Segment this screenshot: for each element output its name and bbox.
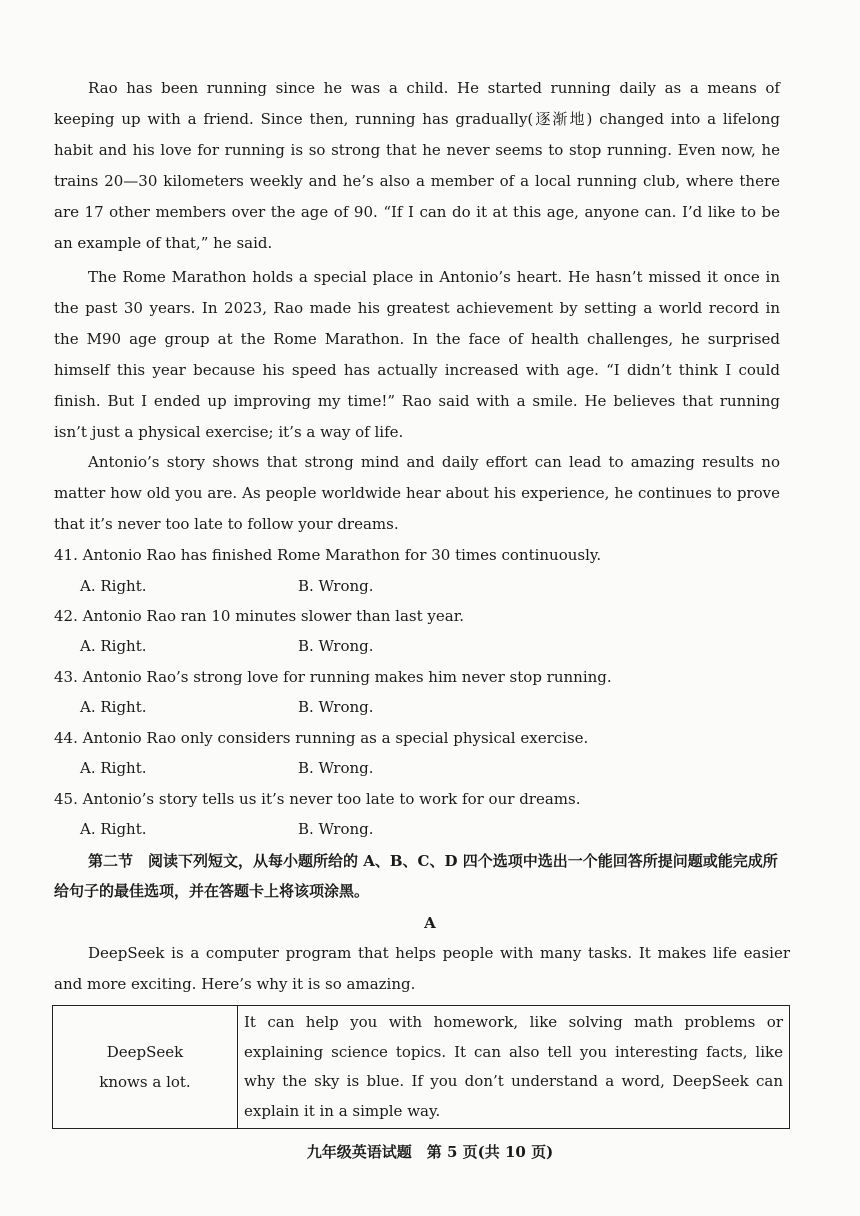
option-a: A. Right. — [80, 637, 147, 655]
option-b: B. Wrong. — [298, 820, 374, 838]
question-text: 44. Antonio Rao only considers running as a special physical exercise. — [54, 729, 589, 747]
label-line-1: DeepSeek — [106, 1043, 184, 1061]
label-line-2: knows a lot. — [99, 1073, 191, 1091]
table-description-cell: It can help you with homework, like solving math problems or explaining science topics. It can also tell you interesting facts, like why the sky is blue. If you don’t understand a word, DeepSeek can explain it in a simple way. — [238, 1006, 790, 1129]
passage-letter: A — [424, 914, 436, 932]
option-b: B. Wrong. — [298, 759, 374, 777]
passage-paragraph-3: Antonio’s story shows that strong mind and daily effort can lead to amazing results no matter how old you are. As people worldwide hear about his experience, he continues to prove that it’s never too late to follow your dreams. — [54, 453, 780, 533]
table-row — [53, 1006, 790, 1129]
option-a: A. Right. — [80, 577, 147, 595]
option-b: B. Wrong. — [298, 637, 374, 655]
passage-paragraph-2: The Rome Marathon holds a special place in Antonio’s heart. He hasn’t missed it once in the past 30 years. In 2023, Rao made his greatest achievement by setting a world record in the M90 age group at the Rome Marathon. In the face of health challenges, he surprised himself this year because his speed has actually increased with age. “I didn’t think I could finish. But I ended up improving my time!” Rao said with a smile. He believes that running isn’t just a physical exercise; it’s a way of life. — [54, 268, 780, 441]
deepseek-intro: DeepSeek is a computer program that helps people with many tasks. It makes life easier and more exciting. Here’s why it is so amazing. — [54, 944, 790, 993]
option-b: B. Wrong. — [298, 698, 374, 716]
question-text: 42. Antonio Rao ran 10 minutes slower than last year. — [54, 607, 464, 625]
option-a: A. Right. — [80, 820, 147, 838]
section-2-instructions: 第二节 阅读下列短文，从每小题所给的 A、B、C、D 四个选项中选出一个能回答所提问题或能完成所给句子的最佳选项，并在答题卡上将该项涂黑。 — [54, 852, 778, 900]
page-footer: 九年级英语试题 第 5 页(共 10 页) — [306, 1143, 554, 1161]
passage-paragraph-1: Rao has been running since he was a child. He started running daily as a means of keeping up with a friend. Since then, running has gradually(逐渐地) changed into a lifelong habit and his love for running is so strong that he never seems to stop running. Even now, he trains 20—30 kilometers weekly and he’s also a member of a local running club, where there are 17 other members over the age of 90. “If I can do it at this age, anyone can. I’d like to be an example of that,” he said. — [54, 79, 780, 252]
deepseek-table — [52, 1005, 790, 1129]
option-a: A. Right. — [80, 759, 147, 777]
table-label-cell — [53, 1006, 238, 1129]
question-text: 43. Antonio Rao’s strong love for running makes him never stop running. — [54, 668, 612, 686]
option-a: A. Right. — [80, 698, 147, 716]
option-b: B. Wrong. — [298, 577, 374, 595]
question-text: 45. Antonio’s story tells us it’s never too late to work for our dreams. — [54, 790, 581, 808]
question-text: 41. Antonio Rao has finished Rome Marathon for 30 times continuously. — [54, 546, 602, 564]
